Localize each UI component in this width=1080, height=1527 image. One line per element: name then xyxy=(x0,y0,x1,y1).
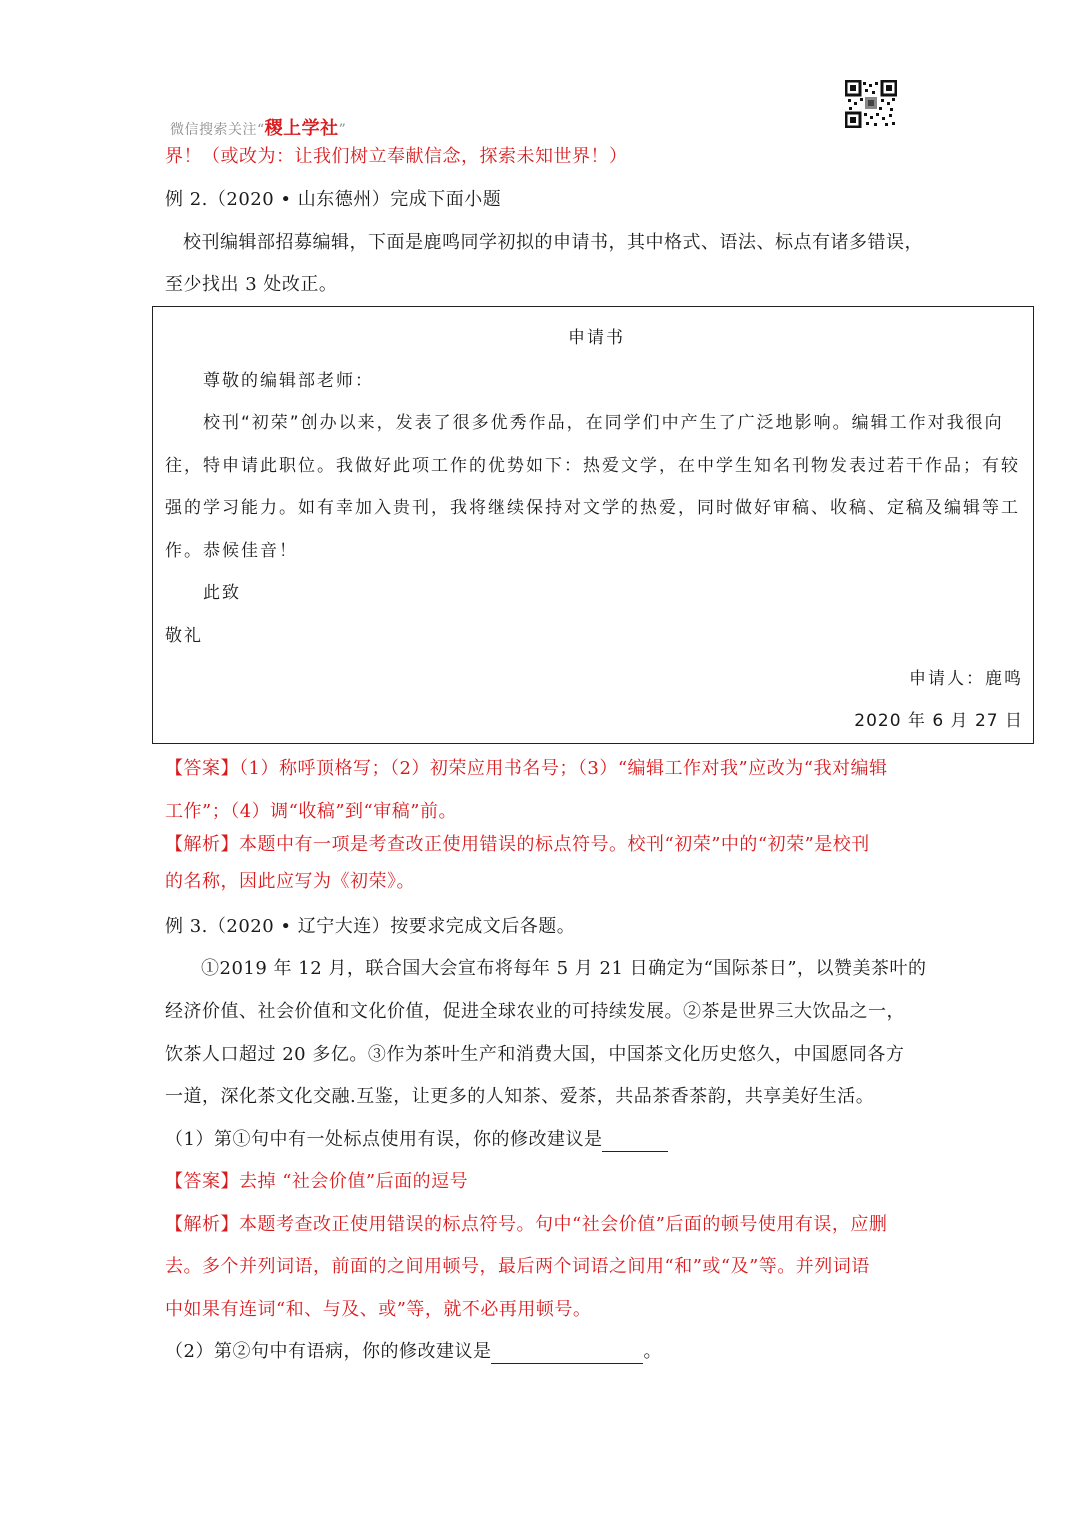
answer-blank xyxy=(602,1133,668,1152)
example-3-q1-answer: 【答案】去掉 “社会价值”后面的逗号 xyxy=(165,1171,469,1192)
example-3-q1-analysis-line-3: 中如果有连词“和、与及、或”等，就不必再用顿号。 xyxy=(165,1299,592,1320)
example-3-q1-analysis-line-1: 【解析】本题考查改正使用错误的标点符号。句中“社会价值”后面的顿号使用有误，应删 xyxy=(165,1214,888,1235)
example-2-title: 例 2.（2020 • 山东德州）完成下面小题 xyxy=(165,189,502,210)
example-2-intro-line-1: 校刊编辑部招募编辑，下面是鹿鸣同学初拟的申请书，其中格式、语法、标点有诸多错误， xyxy=(183,232,923,253)
letter-title: 申请书 xyxy=(568,328,625,348)
letter-signer: 申请人：鹿鸣 xyxy=(909,669,1023,689)
example-2-analysis-line-2: 的名称，因此应写为《初荣》。 xyxy=(165,871,415,892)
example-3-passage-line-4: 一道，深化茶文化交融.互鉴，让更多的人知茶、爱茶，共品茶香茶韵，共享美好生活。 xyxy=(165,1086,875,1107)
example-2-answer-line-1: 【答案】（1）称呼顶格写；（2）初荣应用书名号；（3）“编辑工作对我”应改为“我对编辑 xyxy=(165,758,888,779)
example-2-answer-line-2: 工作”；（4）调“收稿”到“审稿”前。 xyxy=(165,801,457,822)
example-3-q1-analysis-line-2: 去。多个并列词语，前面的之间用顿号，最后两个词语之间用“和”或“及”等。并列词语 xyxy=(165,1256,870,1277)
answer-blank xyxy=(491,1345,643,1364)
example-3-passage-line-1: ①2019 年 12 月，联合国大会宣布将每年 5 月 21 日确定为“国际茶日”，以赞美茶叶的 xyxy=(201,958,927,979)
header-follow-text: 微信搜索关注“稷上学社” xyxy=(170,118,347,139)
example-3-question-1: （1）第①句中有一处标点使用有误，你的修改建议是 xyxy=(165,1128,668,1152)
qr-code-icon xyxy=(845,80,897,128)
example-2-intro-line-2: 至少找出 3 处改正。 xyxy=(165,274,338,295)
letter-paragraph-line-1: 校刊“初荣”创办以来，发表了很多优秀作品，在同学们中产生了广泛地影响。编辑工作对我很向 xyxy=(203,413,1004,433)
previous-answer-line: 界！（或改为：让我们树立奉献信念，探索未知世界！） xyxy=(165,146,628,167)
letter-closing-2: 敬礼 xyxy=(165,626,203,646)
letter-closing-1: 此致 xyxy=(203,583,241,603)
example-3-title: 例 3.（2020 • 辽宁大连）按要求完成文后各题。 xyxy=(165,916,576,937)
letter-paragraph-line-3: 强的学习能力。如有幸加入贵刊，我将继续保持对文学的热爱，同时做好审稿、收稿、定稿及编辑等工 xyxy=(165,498,1020,518)
answer-label: 【答案】 xyxy=(165,1171,239,1192)
letter-paragraph-line-4: 作。恭候佳音！ xyxy=(165,541,298,561)
example-2-analysis-line-1: 【解析】本题中有一项是考查改正使用错误的标点符号。校刊“初荣”中的“初荣”是校刊 xyxy=(165,834,870,855)
letter-salutation: 尊敬的编辑部老师： xyxy=(203,371,374,391)
example-3-question-2: （2）第②句中有语病，你的修改建议是 。 xyxy=(165,1341,662,1362)
letter-paragraph-line-2: 往，特申请此职位。我做好此项工作的优势如下：热爱文学，在中学生知名刊物发表过若干作品；有较 xyxy=(165,456,1020,476)
analysis-label: 【解析】 xyxy=(165,1214,239,1235)
example-3-passage-line-2: 经济价值、社会价值和文化价值，促进全球农业的可持续发展。②茶是世界三大饮品之一， xyxy=(165,1001,905,1022)
letter-date: 2020 年 6 月 27 日 xyxy=(854,711,1023,731)
answer-label: 【答案】 xyxy=(165,758,239,779)
analysis-label: 【解析】 xyxy=(165,834,239,855)
example-3-passage-line-3: 饮茶人口超过 20 多亿。③作为茶叶生产和消费大国，中国茶文化历史悠久，中国愿同各方 xyxy=(165,1044,905,1065)
application-letter-box xyxy=(152,306,1034,744)
brand-name: 稷上学社 xyxy=(264,118,339,139)
